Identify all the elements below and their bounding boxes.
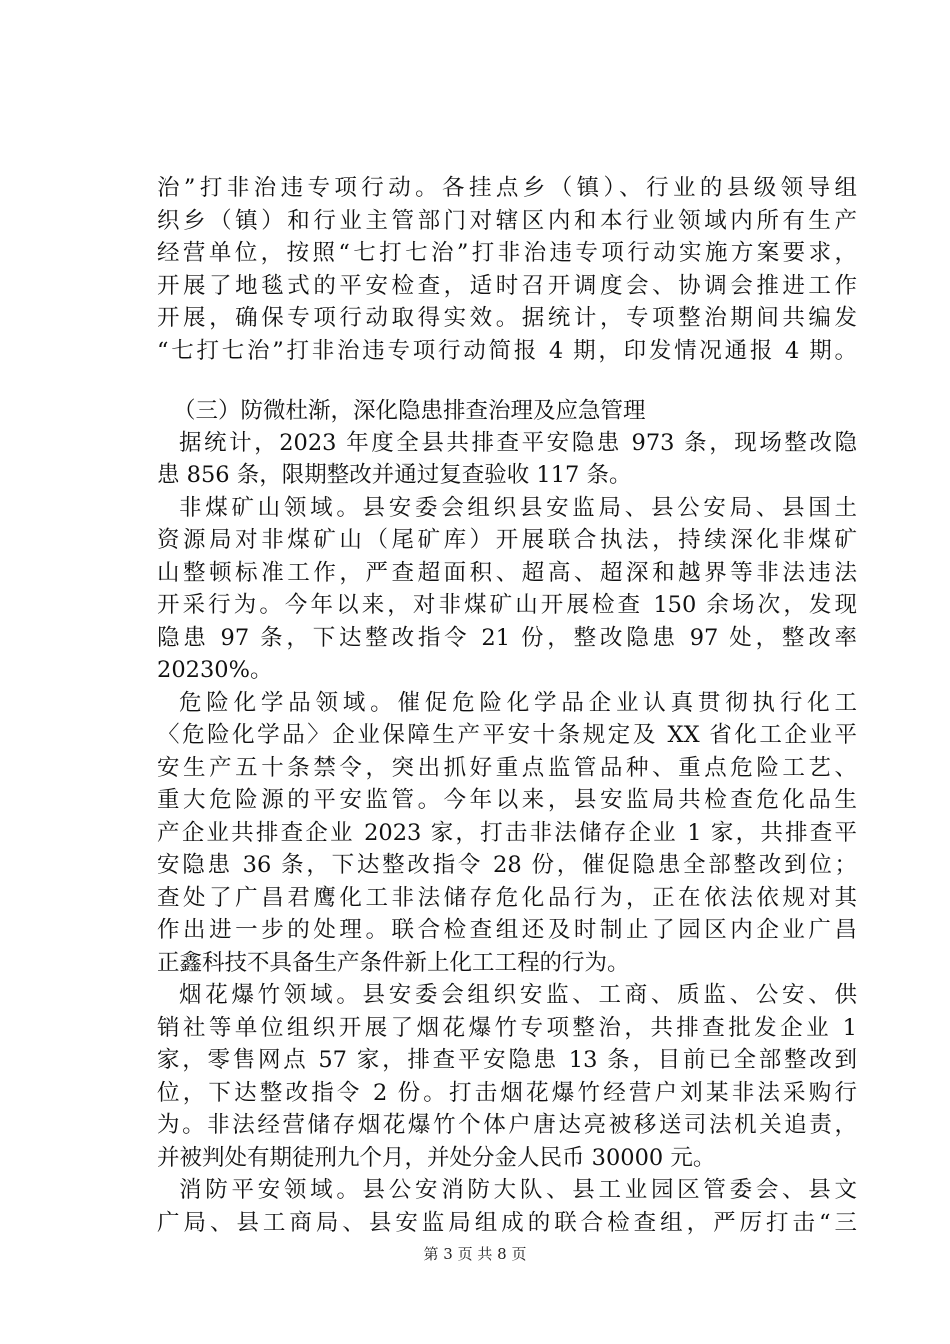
paragraph-line: 织乡（镇）和行业主管部门对辖区内和本行业领域内所有生产	[157, 207, 857, 234]
paragraph-line: 为。非法经营储存烟花爆竹个体户唐达亮被移送司法机关追责，	[157, 1112, 857, 1138]
paragraph-2	[157, 427, 857, 492]
section-heading: （三）防微杜渐，深化隐患排查治理及应急管理	[173, 398, 646, 424]
paragraph-1	[157, 172, 857, 367]
paragraph-line: 广局、县工商局、县安监局组成的联合检查组，严厉打击“三	[157, 1209, 857, 1236]
paragraph-3	[157, 492, 857, 687]
paragraph-line: 作出进一步的处理。联合检查组还及时制止了园区内企业广昌	[157, 917, 857, 943]
paragraph-line: 山整顿标准工作，严查超面积、超高、超深和越界等非法违法	[157, 559, 857, 586]
paragraph-line: 开采行为。今年以来，对非煤矿山开展检查 150 余场次，发现	[157, 592, 857, 618]
paragraph-line: 并被判处有期徒刑九个月，并处分金人民币 30000 元。	[157, 1144, 716, 1171]
paragraph-line: 烟花爆竹领域。县安委会组织安监、工商、质监、公安、供	[179, 982, 857, 1008]
paragraph-line: 安隐患 36 条，下达整改指令 28 份，催促隐患全部整改到位；	[157, 852, 857, 878]
paragraph-line: 开展，确保专项行动取得实效。据统计，专项整治期间共编发	[157, 305, 857, 331]
paragraph-line: 〈危险化学品〉企业保障生产平安十条规定及 XX 省化工企业平	[157, 722, 857, 748]
paragraph-line: 家，零售网点 57 家，排查平安隐患 13 条，目前已全部整改到	[157, 1047, 857, 1073]
paragraph-line: 治”打非治违专项行动。各挂点乡（镇）、行业的县级领导组	[157, 175, 857, 201]
paragraph-line: “七打七治”打非治违专项行动简报 4 期，印发情况通报 4 期。	[157, 337, 857, 364]
paragraph-line: 经营单位，按照“七打七治”打非治违专项行动实施方案要求，	[157, 240, 857, 266]
paragraph-5	[157, 979, 857, 1174]
paragraph-line: 安生产五十条禁令，突出抓好重点监管品种、重点危险工艺、	[157, 754, 857, 781]
paragraph-spacer	[157, 367, 857, 395]
paragraph-line: 隐患 97 条，下达整改指令 21 份，整改隐患 97 处，整改率	[157, 624, 857, 651]
page-number-footer: 第 3 页 共 8 页	[423, 1245, 527, 1263]
paragraph-line: 消防平安领域。县公安消防大队、县工业园区管委会、县文	[179, 1177, 857, 1203]
paragraph-line: 患 856 条，限期整改并通过复查验收 117 条。	[157, 462, 632, 488]
paragraph-line: 销社等单位组织开展了烟花爆竹专项整治，共排查批发企业 1	[157, 1014, 857, 1041]
paragraph-line: 开展了地毯式的平安检查，适时召开调度会、协调会推进工作	[157, 272, 857, 299]
paragraph-line: 非煤矿山领域。县安委会组织县安监局、县公安局、县国土	[179, 494, 857, 521]
paragraph-line: 据统计，2023 年度全县共排查平安隐患 973 条，现场整改隐	[179, 429, 857, 456]
paragraph-4	[157, 687, 857, 980]
paragraph-line: 查处了广昌君鹰化工非法储存危化品行为，正在依法依规对其	[157, 884, 857, 911]
paragraph-line: 危险化学品领域。催促危险化学品企业认真贯彻执行化工	[179, 689, 857, 716]
document-body	[157, 172, 857, 1239]
paragraph-line: 资源局对非煤矿山（尾矿库）开展联合执法，持续深化非煤矿	[157, 527, 857, 553]
paragraph-6	[157, 1174, 857, 1239]
paragraph-line: 产企业共排查企业 2023 家，打击非法储存企业 1 家，共排查平	[157, 819, 857, 846]
paragraph-line: 位，下达整改指令 2 份。打击烟花爆竹经营户刘某非法采购行	[157, 1079, 857, 1106]
paragraph-line: 重大危险源的平安监管。今年以来，县安监局共检查危化品生	[157, 787, 857, 813]
paragraph-line: 20230%。	[157, 657, 273, 683]
paragraph-line: 正鑫科技不具备生产条件新上化工工程的行为。	[157, 949, 630, 976]
